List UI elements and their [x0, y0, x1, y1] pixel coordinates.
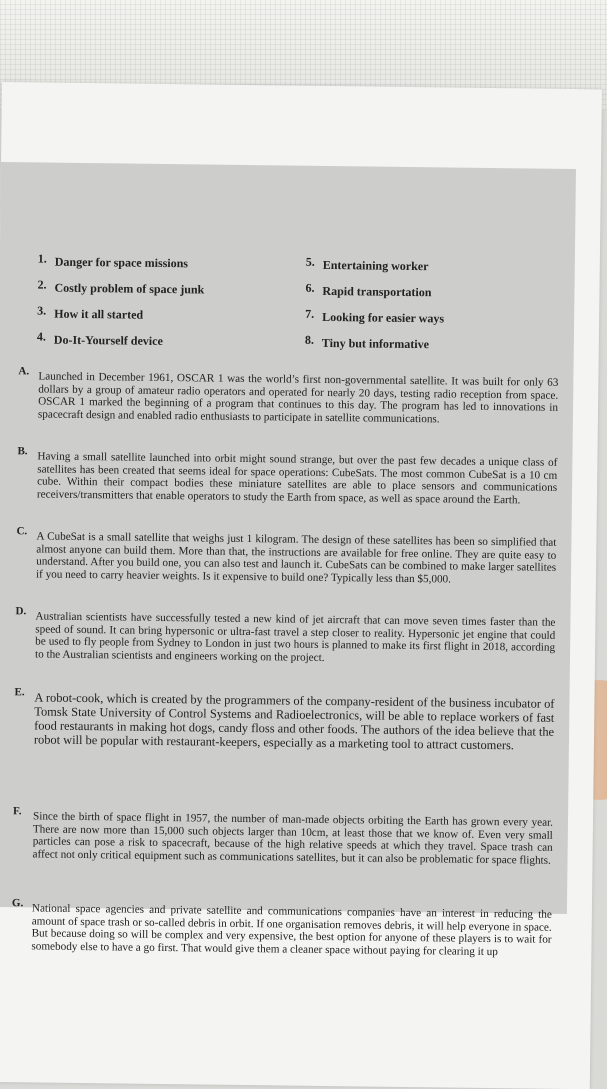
heading-item: 6. Rapid transportation	[305, 280, 432, 300]
paragraph-b: B. Having a small satellite launched into orbit might sound strange, but over the past few decades a unique class of satellites has been created that seems ideal for space operations: CubeSats. The most common CubeSat is a 10 cm cube. Within their compact bodies these miniature satellites are able to place sensors and communications receivers/transmitters that enable operators to study the Earth from space, as well as space around the Earth.	[17, 445, 558, 507]
paper-sheet	[0, 82, 602, 1089]
heading-item: 5. Entertaining worker	[305, 254, 429, 274]
paragraph-f: F. Since the birth of space flight in 1957, the number of man-made objects orbiting the Earth has grown every year. There are now more than 15,000 such objects larger than 10cm, at least those that we know of. Even very small particles can pose a risk to spacecraft, because of the high relative speeds at which they travel. Space trash can affect not only critical equipment such as communications satellites, but it can also be problematic for space flights.	[13, 805, 554, 867]
heading-item: 4. Do-It-Yourself device	[36, 329, 163, 348]
text-panel	[0, 162, 576, 958]
paragraph-g: G. National space agencies and private satellite and communications companies have an interest in reducing the amount of space trash or so-called debris in orbit. If one organisation removes debris, it will help everyone in space. But because doing so will be complex and very expensive, the best option for anyone of these players is to wait for somebody else to have a go first. That would give them a cleaner space without paying for clearing it up	[11, 897, 552, 958]
paragraph-e: E. A robot-cook, which is created by the programmers of the company-resident of the business incubator of Tomsk State University of Control Systems and Radioelectronics, will be able to replace workers of fast food restaurants in making hot dogs, candy floss and other foods. The authors of the idea believe that the robot will be popular with restaurant-keepers, especially as a marketing tool to attract customers.	[14, 686, 555, 753]
heading-item: 7. Looking for easier ways	[305, 306, 445, 326]
heading-item: 8. Tiny but informative	[304, 332, 430, 352]
heading-item: 2. Costly problem of space junk	[37, 277, 205, 297]
heading-item: 3. How it all started	[37, 303, 144, 322]
headings-list	[36, 251, 558, 355]
paragraph-a: A. Launched in December 1961, OSCAR 1 was the world’s first non-governmental satellite. It was built for only 63 dollars by a group of amateur radio operators and operated for nearly 20 days, testing radio reception from space. OSCAR 1 marked the beginning of a program that continues to this day. The program has led to innovations in spacecraft design and enabled radio enthusiasts to participate in satellite communications.	[18, 365, 559, 426]
heading-item: 1. Danger for space missions	[37, 251, 189, 271]
paragraph-c: C. A CubeSat is a small satellite that weighs just 1 kilogram. The design of these satellites has been so simplified that almost anyone can build them. More than that, the instructions are available for free online. They are quite easy to understand. After you build one, you can also test and launch it. CubeSats can be combined to make larger satellites if you need to carry heavier weights. Is it expensive to build one? Typically less than $5,000.	[16, 525, 557, 586]
paragraph-d: D. Australian scientists have successfully tested a new kind of jet aircraft that can move seven times faster than the speed of sound. It can bring hypersonic or ultra-fast travel a step closer to reality. Hypersonic jet engine that could be used to fly people from Sydney to London in just two hours is planned to make its first flight in 2018, according to the Australian scientists and engineers working on the project.	[15, 605, 556, 664]
